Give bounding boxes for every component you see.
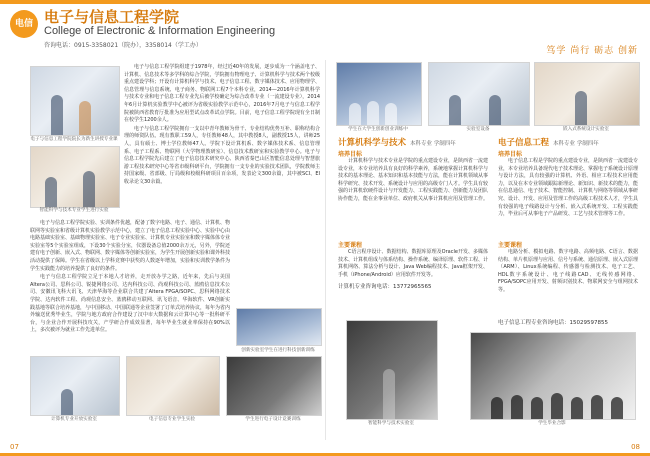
photo-caption: 学生进行电子设计竞赛训练	[245, 417, 301, 422]
photo-caption: 实验室设备	[466, 127, 490, 132]
goal-heading: 培养目标	[498, 151, 523, 158]
cs-course-text	[338, 249, 488, 279]
photo-intelligent-lab	[346, 320, 438, 420]
photo-caption: 创新实验室学生在进行科技创新训练	[241, 348, 315, 353]
photo-caption: 智能科学与技术专业学生进行实验	[39, 208, 109, 213]
intro-paragraph: 电子与信息工程学院组建于1978年，经过近40年的发展，逐步成为一个涵盖电子、计算机、信息技术等多学科的综合学院，学院拥有物理电子、计算机科学与技术两个校级重点建设学科；开设有计算机科学与技术、电子信息工程、数字媒体技术、应用物理学、信息管理与信息系统、电子商务、物联网工程7个本科专业，2014—2016年计算机科学与技术专业和电子信息工程专业先后被学校确定为综合改革专业（一流建设专业），2014年6月计算机实验教学中心被评为省级实验教学示范中心，2016年7月电子与信息工程学院被陕西省教育厅批准为应用型试点改革试点学院。目前，电子信息工程学院现有全日制在校学生1200余人。	[124, 64, 320, 124]
intro-text	[124, 64, 320, 188]
header-accent-bar	[0, 0, 650, 4]
photo-caption: 学生毕业合影	[538, 421, 566, 426]
page-divider	[325, 60, 326, 440]
photo-caption: 智能科学与技术实验室	[368, 421, 414, 426]
page-header	[0, 0, 650, 60]
ee-courses: 电路分析、模拟电路、数字电路、高频电路、C语言、数据结构、单片机原理与应用、信号与系统、通信原理、嵌入式原理（ARM）、Linux系统编程、传感器与检测技术、电子工艺、HDL数字系统设计、电子线路CAD、无线传感网络、FPGA/SOPC应用开发、射频识别技术、物联网安全与组网技术等。	[498, 249, 639, 293]
course-heading: 主要课程	[338, 242, 363, 249]
major-meta: 本科专业 学制四年	[553, 141, 599, 147]
ee-goal-text	[498, 158, 638, 219]
goal-heading: 培养目标	[338, 151, 363, 158]
course-heading: 主要课程	[498, 242, 523, 249]
major-title-ee	[498, 136, 599, 148]
photo-innovation-training	[336, 62, 422, 126]
photo-open-lab	[30, 356, 120, 416]
page-number-right: 08	[631, 443, 640, 451]
facilities-paragraph: 电子与信息工程学院实验、实训条件优越，配备了数字电路、电子、通信、计算机、物联网等实验室和省级计算机实验教学示范中心，建立了电子信息工程实验中心、实验中心由电路基础实验室、基础物理实验室、电子专业实验室、计算机专业实验室和数字媒体体专业实验室等5个实验室组成，下设30个实验分室，仪器设备总值2000余万元，另外，学院还建有电子创新、嵌入式、物联网、数字媒体等创新实验室，为学生开展创新实验和课外科技活动提供了保障。学生在省级以上学科竞赛中获奖的人数逐年增加，实验和实训教学条件为学生实践能力的培养提供了良好的条件。	[30, 220, 231, 272]
major-name: 计算机科学与技术	[338, 138, 407, 148]
ee-goal: 电子信息工程是学院的重点建设专业，是陕西省一流建设专业，本专业培养具备现代电子技术理论、掌握电子系统设计原理与设计方法，具有较强的计算机、外语、相应工程技术应用能力，以及在本专业领域跟踪新理论、新知识、新技术的能力，能在信息通信、电子技术、智能控制、计算机与网络等领域从事研究、设计、开发、应用及管理工作的高级工程技术人才，学生具有较强的电子线路设计与分析、嵌入式系统开发、工程实践能力，毕业后可从事电子产品研发、工艺与技术管理等工作。	[498, 158, 639, 218]
photo-design-competition	[226, 356, 322, 416]
photo-caption: 电子信息专业学生实验	[149, 417, 195, 422]
ee-phone: 电子信息工程专业咨询电话：15029597855	[498, 320, 608, 326]
photo-graduation	[470, 332, 636, 420]
major-title-cs	[338, 136, 456, 148]
intro-paragraph: 电子与信息工程学院拥有一支以中青年教师为骨干、专业结构优势互补、职称结构合理的师资队伍。现有教职工59人，专任教师48人，其中教授8人，副教授15人，讲师25人，具有硕士、博士学位教师47人。学院下设计算机系、数字媒体技术系、信息管理系、电子工程系、物联网（大学物理教研室）、信息技术教研室和实验教学中心。电子与信息工程学院先后建立了电子信息技术研究中心、陕西省秦巴山区智能信息处理与智慧旅游工程技术研究中心等省市级科研平台，学院拥有一支专业的实验技术团队，学院教师主持国家级、省部级、厅局级和校级科研项目百余项，发表论文300余篇，其中被SCI、EI收录论文30余篇。	[124, 125, 320, 185]
photo-caption: 电子与信息工程学院院长为新生讲授专业课	[30, 137, 118, 142]
photo-caption: 嵌入式系统设计实验室	[563, 127, 609, 132]
page-footer	[0, 440, 650, 456]
page-number-left: 07	[10, 443, 19, 451]
photo-caption: 计算机专业开放实验室	[51, 417, 97, 422]
photo-lab-experiment	[30, 146, 120, 208]
college-title-cn: 电子与信息工程学院	[44, 8, 180, 26]
cs-phone: 计算机专业咨询电话：13772965565	[338, 284, 432, 290]
ee-course-text	[498, 249, 638, 295]
photo-innovation-lab	[236, 308, 322, 346]
cs-goal: 计算机科学与技术专业是学院的重点建设专业，是陕西省一流建设专业，本专业培养具有良好的科学素养，系统地掌握计算机科学与技术的基本理论、基本知识和基本技能与方法，能在计算机领域从事科学研究、技术开发、系统设计与应用的高级专门人才。学生具有较强的计算机软硬件设计与开发能力、工程实践能力、创新能力及团队协作能力，能在企事业单位、政府机关从事计算机应用及管理工作。	[338, 158, 489, 202]
photo-lecture	[30, 66, 120, 136]
photo-electronic-lab	[126, 356, 220, 416]
contact-phone: 咨询电话：0915-3358021（院办），3358014（学工办）	[44, 42, 202, 49]
cs-goal-text	[338, 158, 488, 204]
photo-lab-equipment	[428, 62, 530, 126]
photo-embedded-lab	[534, 62, 640, 126]
major-name: 电子信息工程	[498, 138, 550, 148]
photo-caption: 学生在大学生创新创业训练中	[348, 127, 408, 132]
college-logo-icon: 电信	[10, 10, 38, 38]
college-motto: 笃学 尚行 砺志 创新	[546, 46, 638, 56]
cs-courses: C语言程序设计、数据结构、数据库原理及Oracle开发、多媒体技术、计算机组成与体系结构、操作系统、编译原理、软件工程、计算机网络、算法分析与设计、Java Web编程技术、Java框架开发、手机（iPhone/Android）应用软件开发等。	[338, 249, 489, 278]
major-meta: 本科专业 学制四年	[410, 141, 456, 147]
facilities-text	[30, 220, 230, 336]
college-title-en: College of Electronic & Information Engineering	[44, 25, 276, 37]
facilities-paragraph: 电子与信息工程学院立足于本地人才培养，走开放办学之路，近年来，先后与美国Altera公司、思科公司、锐捷网络公司、达内科技公司、尚观科技公司、蓝鸥信息技术公司、安徽讯飞科大讯飞、天津华海等企业联合共建了Altera FPGA/SOPC、思科网络技术学院、达内软件工程、尚观信息安全、蓝鸥移动互联网、讯飞语音、华海软件、VR创新实践基地等联合培养基地，与中国移动、中国联通等企业签署了订单式培养协议，每年为省内外输送优秀毕业生，学院与地方政府合作建设了汉中市大数据和云计算中心等一批科研平台，与企业合作开展科技攻关，产学研合作成效显著，每年毕业生就业率保持在90%以上，多次被评为就业工作先进单位。	[30, 274, 231, 334]
